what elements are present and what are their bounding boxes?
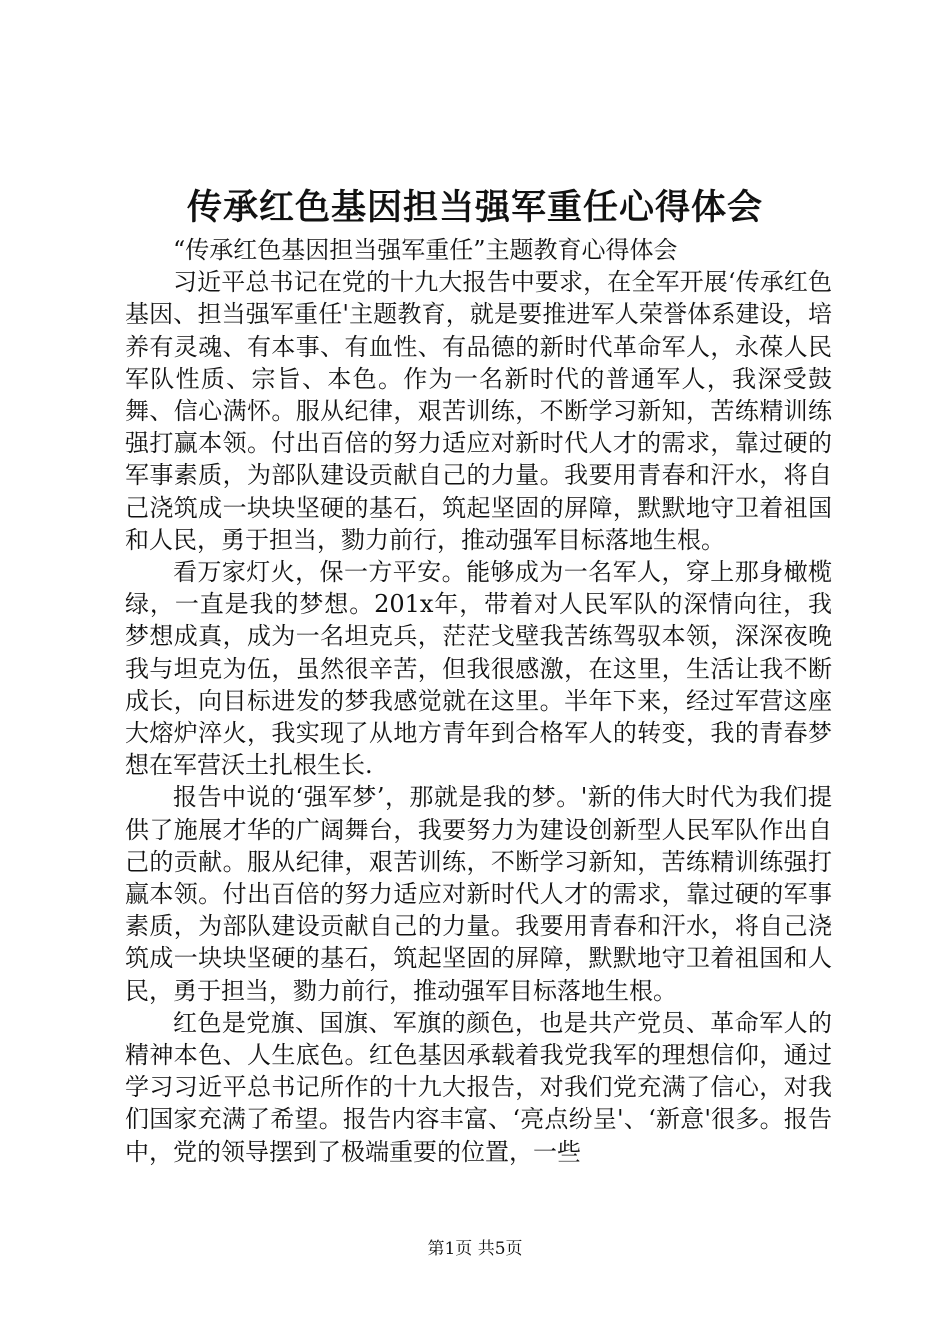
paragraph-4: 红色是党旗、国旗、军旗的颜色，也是共产党员、革命军人的精神本色、人生底色。红色基因承载着我党我军的理想信仰，通过学习习近平总书记所作的十九大报告，对我们党充满了信心，对我们国家充满了希望。报告内容丰富、‘亮点纷呈'、‘新意'很多。报告中，党的领导摆到了极端重要的位置，一些 <box>125 1008 832 1166</box>
paragraph-3: 报告中说的‘强军梦’，那就是我的梦。'新的伟大时代为我们提供了施展才华的广阔舞台，我要努力为建设创新型人民军队作出自己的贡献。服从纪律，艰苦训练，不断学习新知，苦练精训练强打赢本领。付出百倍的努力适应对新时代人才的需求，靠过硬的军事素质，为部队建设贡献自己的力量。我要用青春和汗水，将自己浇筑成一块块坚硬的基石，筑起坚固的屏障，默默地守卫着祖国和人民，勇于担当，勠力前行，推动强军目标落地生根。 <box>125 783 832 1005</box>
page-number-footer: 第1页 共5页 <box>427 1239 523 1259</box>
document-body <box>125 234 832 1168</box>
paragraph-1: 习近平总书记在党的十九大报告中要求，在全军开展‘传承红色基因、担当强军重任'主题教育，就是要推进军人荣誉体系建设，培养有灵魂、有本事、有血性、有品德的新时代革命军人，永葆人民军队性质、宗旨、本色。作为一名新时代的普通军人，我深受鼓舞、信心满怀。服从纪律，艰苦训练，不断学习新知，苦练精训练强打赢本领。付出百倍的努力适应对新时代人才的需求，靠过硬的军事素质，为部队建设贡献自己的力量。我要用青春和汗水，将自己浇筑成一块块坚硬的基石，筑起坚固的屏障，默默地守卫着祖国和人民，勇于担当，勠力前行，推动强军目标落地生根。 <box>125 268 832 554</box>
document-title: 传承红色基因担当强军重任心得体会 <box>186 187 763 228</box>
paragraph-2: 看万家灯火，保一方平安。能够成为一名军人，穿上那身橄榄绿，一直是我的梦想。201x年，带着对人民军队的深情向往，我梦想成真，成为一名坦克兵，茫茫戈壁我苦练驾驭本领，深深夜晚我与坦克为伍，虽然很辛苦，但我很感激，在这里，生活让我不断成长，向目标进发的梦我感觉就在这里。半年下来，经过军营这座大熔炉淬火，我实现了从地方青年到合格军人的转变，我的青春梦想在军营沃土扎根生长. <box>125 558 832 780</box>
paragraph-subtitle: “传承红色基因担当强军重任”主题教育心得体会 <box>173 236 678 264</box>
